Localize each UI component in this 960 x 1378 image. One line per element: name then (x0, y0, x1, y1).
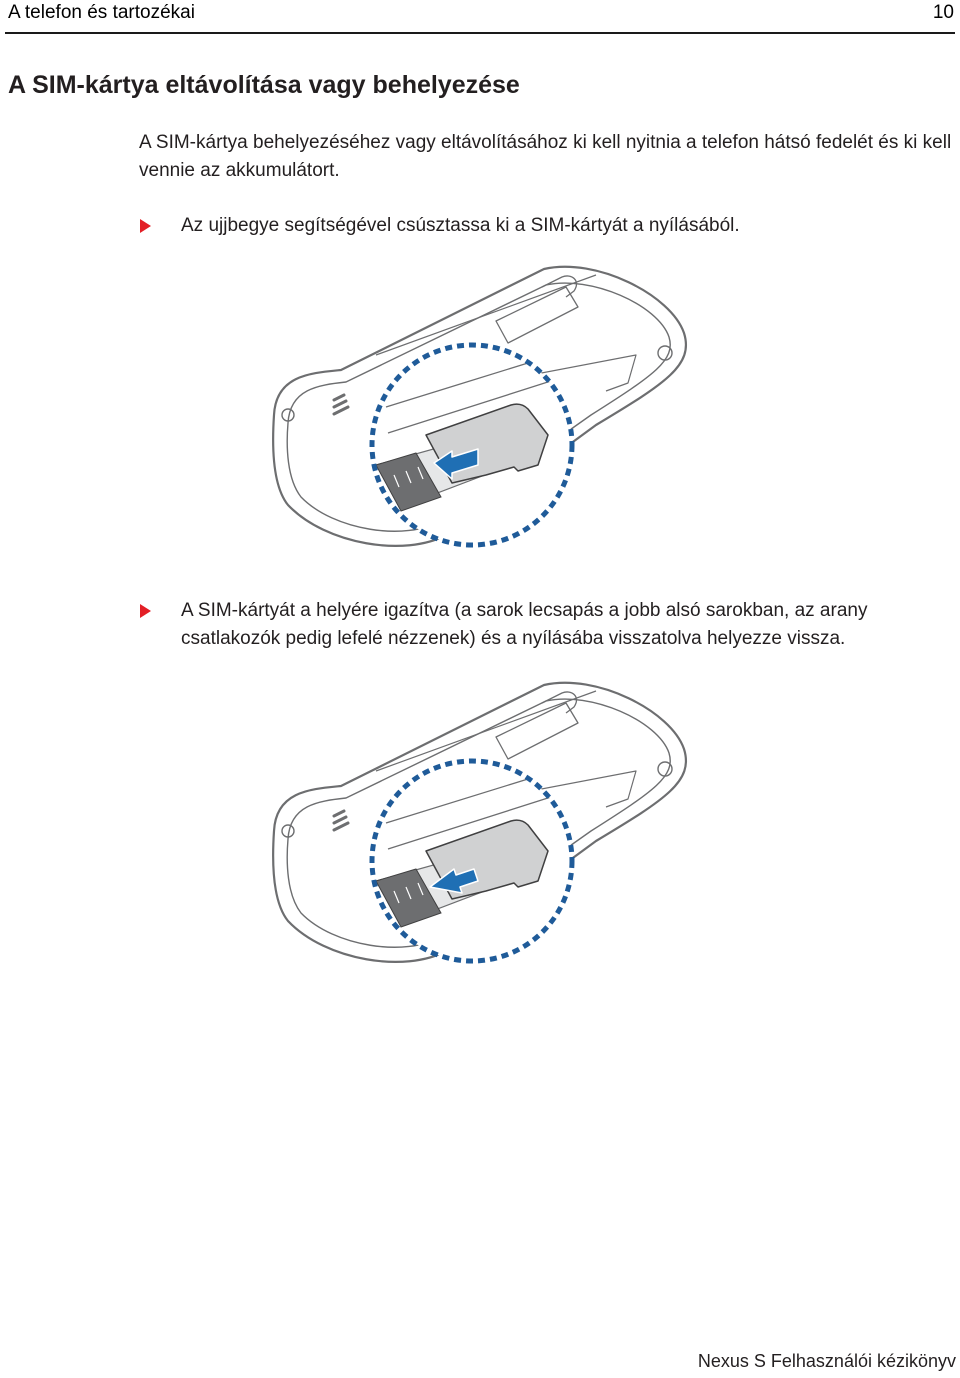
step-1 (139, 212, 939, 240)
bullet-triangle-icon (140, 604, 151, 618)
sim-insertion-illustration (266, 681, 690, 971)
step-2-text: A SIM-kártyát a helyére igazítva (a sarok lecsapás a jobb alsó sarokban, az arany csatlakozók pedig lefelé nézzenek) és a nyílásába visszatolva helyezze vissza. (181, 600, 868, 649)
screw-hole-right-icon (658, 762, 672, 776)
sim-removal-illustration (266, 265, 690, 555)
intro-paragraph: A SIM-kártya behelyezéséhez vagy eltávolításához ki kell nyitnia a telefon hátsó fedelét és ki kell vennie az akkumulátort. (139, 132, 952, 181)
page-number: 10 (932, 2, 954, 23)
header-section-title: A telefon és tartozékai (8, 2, 195, 23)
footer-manual-title: Nexus S Felhasználói kézikönyv (697, 1351, 956, 1371)
step-2 (139, 597, 939, 653)
screw-hole-right-icon (658, 346, 672, 360)
page-title: A SIM-kártya eltávolítása vagy behelyezése (8, 71, 520, 99)
speaker-grille-icon (334, 395, 348, 414)
bullet-triangle-icon (140, 219, 151, 233)
step-1-text: Az ujjbegye segítségével csúsztassa ki a SIM-kártyát a nyílásából. (181, 215, 740, 236)
speaker-grille-icon (334, 811, 348, 830)
header-divider (5, 32, 955, 34)
